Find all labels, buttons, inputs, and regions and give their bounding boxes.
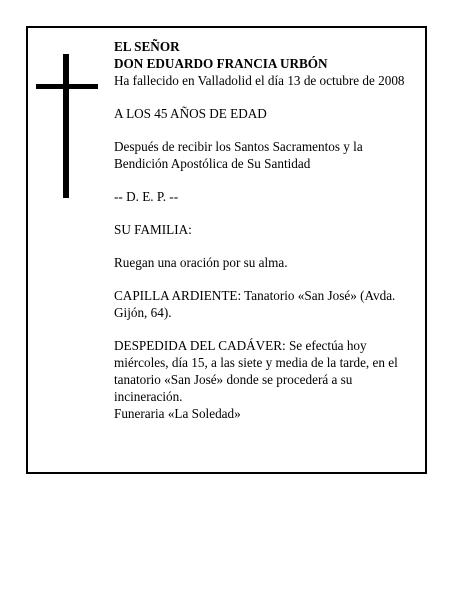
family-label: SU FAMILIA: — [114, 222, 192, 237]
chapel-info: CAPILLA ARDIENTE: Tanatorio «San José» (Avda. Gijón, 64). — [114, 288, 396, 320]
funeral-home: Funeraria «La Soledad» — [114, 406, 241, 421]
prayer-request: Ruegan una oración por su alma. — [114, 255, 288, 270]
deceased-name: DON EDUARDO FRANCIA URBÓN — [114, 56, 328, 71]
cross-vertical-bar — [63, 54, 69, 198]
sacraments-statement: Después de recibir los Santos Sacramentos y la Bendición Apostólica de Su Santidad — [114, 139, 363, 171]
cross-horizontal-bar — [36, 84, 98, 89]
age-statement: A LOS 45 AÑOS DE EDAD — [114, 106, 267, 121]
heading-title: EL SEÑOR — [114, 39, 180, 54]
obituary-text — [114, 38, 419, 422]
farewell-info: DESPEDIDA DEL CADÁVER: Se efectúa hoy miércoles, día 15, a las siete y media de la tarde, en el tanatorio «San José» donde se procederá a su incineración. — [114, 338, 398, 404]
rip-line: -- D. E. P. -- — [114, 189, 179, 204]
latin-cross-icon — [36, 54, 98, 198]
death-statement: Ha fallecido en Valladolid el día 13 de octubre de 2008 — [114, 73, 405, 88]
